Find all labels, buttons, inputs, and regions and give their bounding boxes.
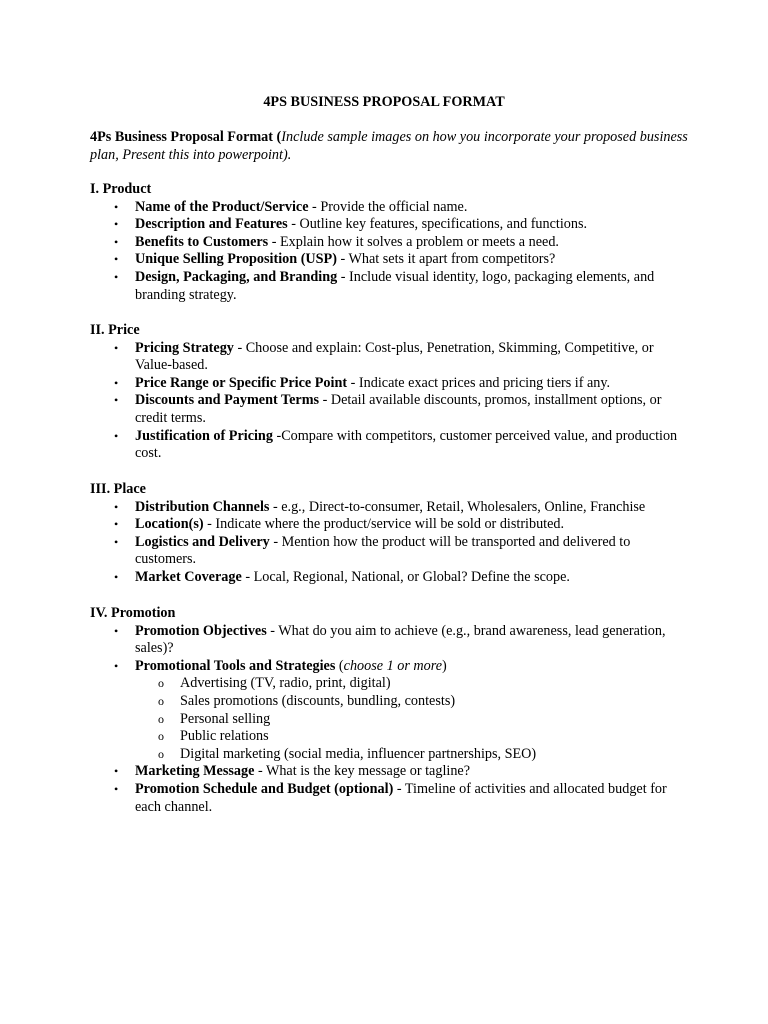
section-place xyxy=(90,481,690,587)
sub-item-text: Advertising (TV, radio, print, digital) xyxy=(180,675,391,692)
list-item xyxy=(90,340,690,375)
section-heading: III. Place xyxy=(90,481,146,497)
sub-item-text: Personal selling xyxy=(180,710,271,727)
item-term: Design, Packaging, and Branding xyxy=(135,268,338,285)
section-price xyxy=(90,322,690,463)
list-item xyxy=(90,763,690,781)
section-heading: IV. Promotion xyxy=(90,605,176,621)
item-term: Justification of Pricing xyxy=(135,427,273,444)
item-term: Promotional Tools and Strategies xyxy=(135,657,336,674)
bullet-icon: • xyxy=(114,234,119,249)
item-desc: - Indicate where the product/service will be sold or distributed. xyxy=(203,516,565,533)
circle-bullet-icon: o xyxy=(158,693,164,708)
sub-list-item xyxy=(135,746,690,764)
sub-list-item xyxy=(135,711,690,729)
sub-list-item xyxy=(135,693,690,711)
item-desc: - What is the key message or tagline? xyxy=(254,763,471,780)
item-note: choose 1 or more xyxy=(343,657,443,674)
list-item xyxy=(90,569,690,587)
sub-item-text: Digital marketing (social media, influencer partnerships, SEO) xyxy=(180,745,537,762)
circle-bullet-icon: o xyxy=(158,711,164,726)
place-list xyxy=(90,499,690,587)
section-product xyxy=(90,181,690,304)
bullet-icon: • xyxy=(114,269,119,284)
bullet-icon: • xyxy=(114,764,119,779)
item-term: Name of the Product/Service xyxy=(135,198,309,215)
list-item xyxy=(90,781,690,816)
list-item xyxy=(90,392,690,427)
item-desc: - Detail available discounts, promos, installment options, or credit terms. xyxy=(135,392,662,426)
sub-item-text: Sales promotions (discounts, bundling, contests) xyxy=(180,692,456,709)
price-list xyxy=(90,340,690,463)
item-desc: - Explain how it solves a problem or meets a need. xyxy=(268,233,559,250)
item-desc: - Indicate exact prices and pricing tiers if any. xyxy=(347,374,611,391)
bullet-icon: • xyxy=(114,534,119,549)
bullet-icon: • xyxy=(114,199,119,214)
bullet-icon: • xyxy=(114,217,119,232)
list-item xyxy=(90,269,690,304)
sub-item-text: Public relations xyxy=(180,728,269,745)
bullet-icon: • xyxy=(114,340,119,355)
item-desc: - e.g., Direct-to-consumer, Retail, Wholesalers, Online, Franchise xyxy=(269,498,646,515)
list-item xyxy=(90,499,690,517)
item-term: Pricing Strategy xyxy=(135,339,234,356)
item-desc: - Include visual identity, logo, packaging elements, and branding strategy. xyxy=(135,268,655,303)
bullet-icon: • xyxy=(114,252,119,267)
sub-list-item xyxy=(135,675,690,693)
item-desc: - Choose and explain: Cost-plus, Penetration, Skimming, Competitive, or Value-based. xyxy=(135,339,654,374)
section-heading: I. Product xyxy=(90,181,152,197)
product-list xyxy=(90,199,690,305)
item-desc: - Provide the official name. xyxy=(308,198,468,215)
circle-bullet-icon: o xyxy=(158,746,164,761)
bullet-icon: • xyxy=(114,658,119,673)
item-term: Marketing Message xyxy=(135,763,255,780)
circle-bullet-icon: o xyxy=(158,676,164,691)
promotion-list xyxy=(90,623,690,817)
item-term: Benefits to Customers xyxy=(135,233,269,250)
item-term: Promotion Schedule and Budget (optional) xyxy=(135,780,394,797)
list-item xyxy=(90,216,690,234)
item-term: Unique Selling Proposition (USP) xyxy=(135,251,337,268)
list-item xyxy=(90,375,690,393)
bullet-icon: • xyxy=(114,428,119,443)
promotion-tools-sublist xyxy=(135,675,690,763)
list-item xyxy=(90,428,690,463)
list-item xyxy=(90,534,690,569)
sub-list-item xyxy=(135,728,690,746)
item-desc: - What sets it apart from competitors? xyxy=(336,251,556,268)
item-desc: -Compare with competitors, customer perceived value, and production cost. xyxy=(135,427,678,462)
item-term: Promotion Objectives xyxy=(135,622,267,639)
list-item xyxy=(90,516,690,534)
item-term: Discounts and Payment Terms xyxy=(135,392,320,409)
document-title: 4PS BUSINESS PROPOSAL FORMAT xyxy=(263,94,505,110)
item-desc: - Local, Regional, National, or Global? Define the scope. xyxy=(241,568,570,585)
list-item xyxy=(90,623,690,658)
bullet-icon: • xyxy=(114,375,119,390)
bullet-icon: • xyxy=(114,499,119,514)
item-term: Market Coverage xyxy=(135,568,242,585)
item-desc: - Timeline of activities and allocated budget for each channel. xyxy=(135,780,667,815)
bullet-icon: • xyxy=(114,781,119,796)
bullet-icon: • xyxy=(114,517,119,532)
intro-bold: 4Ps Business Proposal Format ( xyxy=(90,129,282,145)
item-paren-close: ) xyxy=(442,657,447,674)
intro-paragraph xyxy=(90,128,690,164)
list-item xyxy=(90,234,690,252)
item-term: Logistics and Delivery xyxy=(135,533,270,550)
bullet-icon: • xyxy=(114,393,119,408)
item-desc: - Mention how the product will be transported and delivered to customers. xyxy=(135,533,631,568)
list-item xyxy=(90,199,690,217)
section-heading: II. Price xyxy=(90,322,140,338)
item-term: Price Range or Specific Price Point xyxy=(135,374,348,391)
bullet-icon: • xyxy=(114,623,119,638)
intro-italic: Include sample images on how you incorporate your proposed business plan, Present this into powerpoint). xyxy=(90,129,688,163)
circle-bullet-icon: o xyxy=(158,729,164,744)
item-term: Description and Features xyxy=(135,216,288,233)
item-paren-open: ( xyxy=(335,657,344,674)
section-promotion xyxy=(90,605,690,816)
list-item xyxy=(90,251,690,269)
item-desc: - Outline key features, specifications, and functions. xyxy=(287,216,588,233)
list-item xyxy=(90,658,690,764)
item-desc: - What do you aim to achieve (e.g., brand awareness, lead generation, sales)? xyxy=(135,622,666,657)
bullet-icon: • xyxy=(114,569,119,584)
item-term: Distribution Channels xyxy=(135,498,270,515)
item-term: Location(s) xyxy=(135,516,204,533)
